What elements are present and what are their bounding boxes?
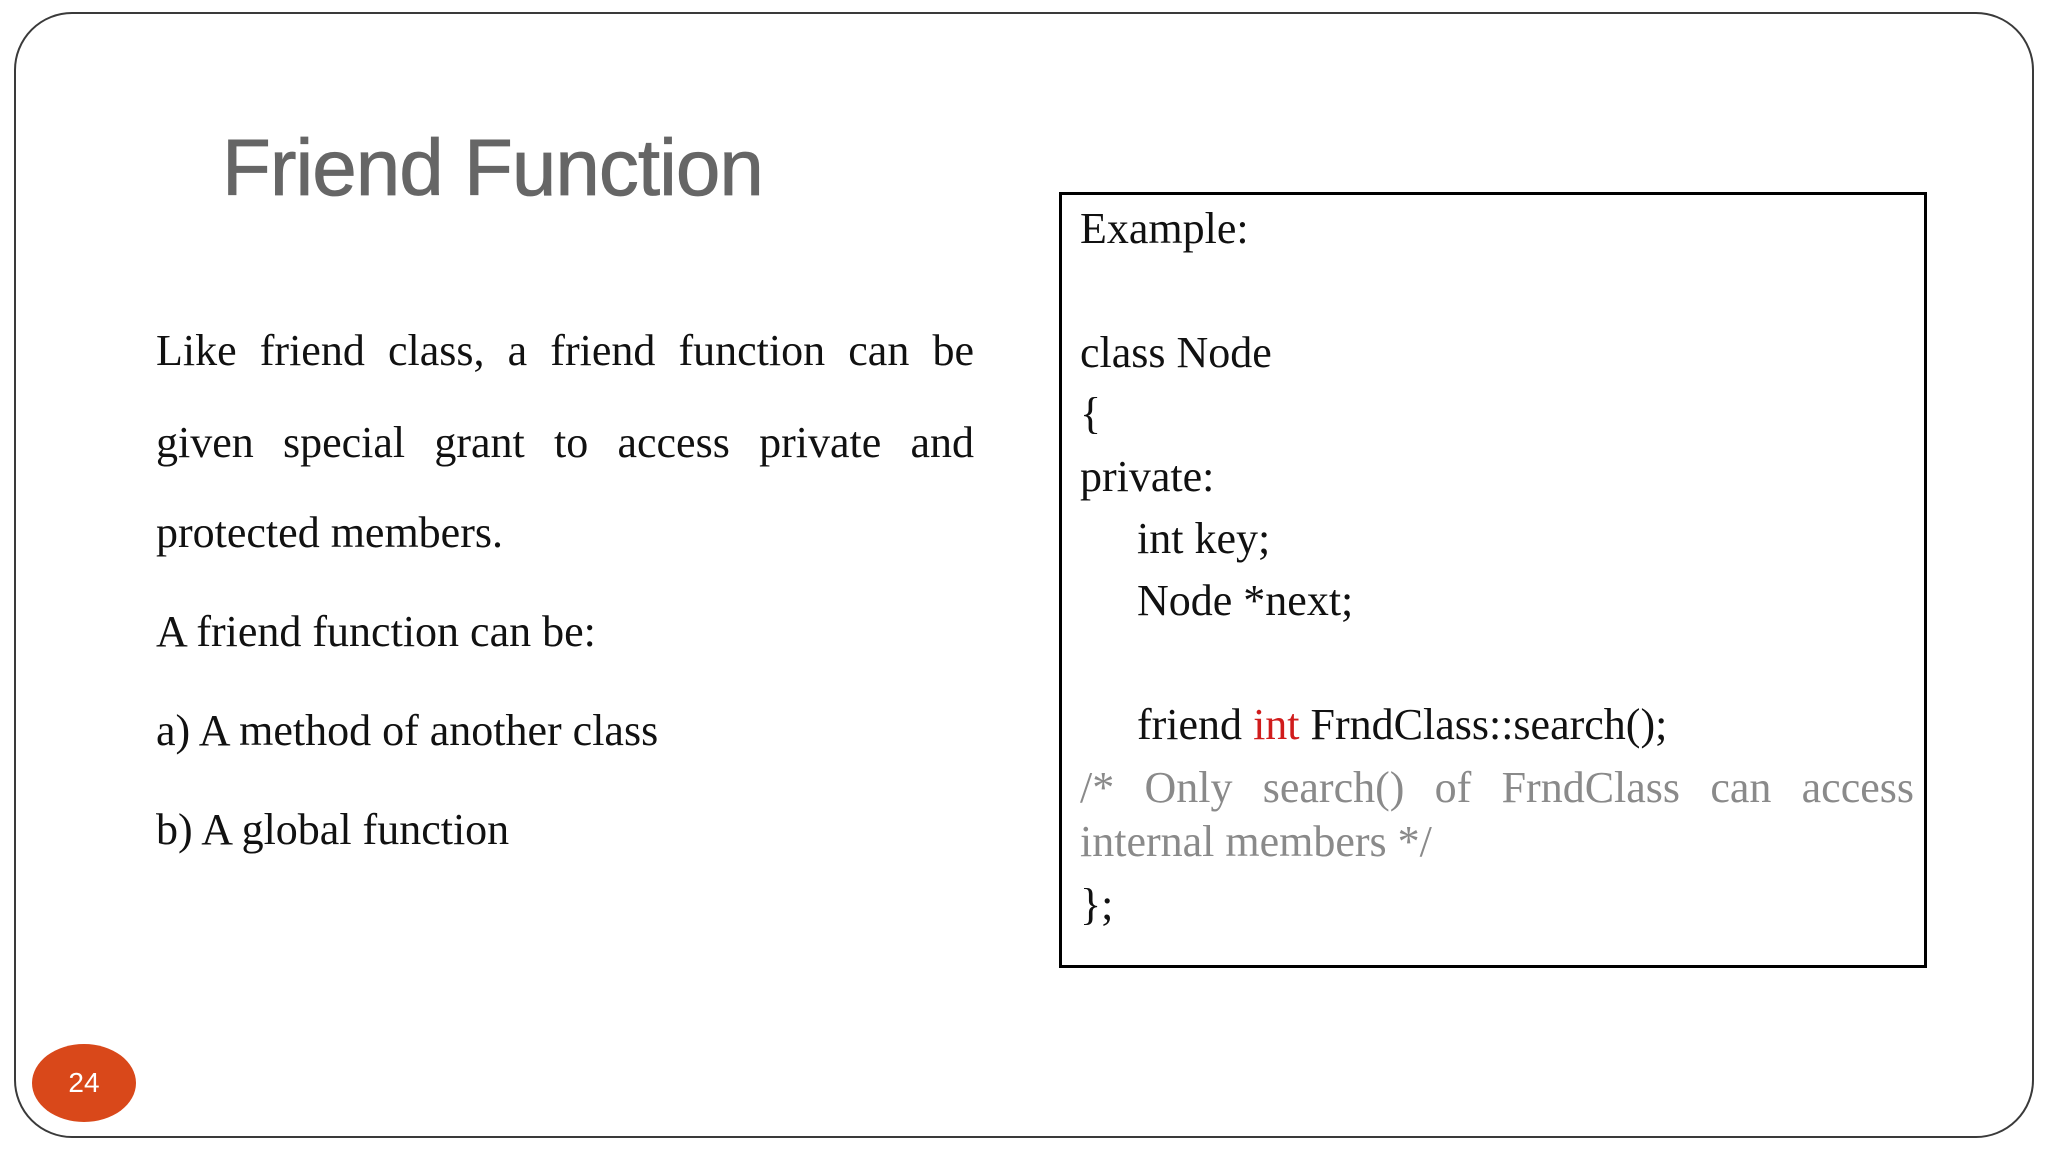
code-line-private: private: (1080, 452, 1215, 501)
slide-title: Friend Function (222, 123, 763, 212)
code-heading: Example: (1080, 204, 1249, 253)
paragraph-line-3: protected members. (156, 508, 503, 557)
code-line-int-key: int key; (1137, 514, 1271, 563)
paragraph-line-2: given special grant to access private and (156, 418, 974, 467)
intro-text: A friend function can be: (156, 607, 596, 656)
code-line-class: class Node (1080, 328, 1272, 377)
option-a: a) A method of another class (156, 706, 659, 755)
page-number-badge: 24 (32, 1044, 136, 1122)
int-keyword: int (1253, 700, 1300, 749)
code-line-open-brace: { (1080, 389, 1102, 438)
code-line-node-next: Node *next; (1137, 576, 1354, 625)
code-comment-line-1: /* Only search() of FrndClass can access (1080, 763, 1914, 812)
friend-prefix: friend (1137, 700, 1254, 749)
paragraph-line-1: Like friend class, a friend function can be (156, 326, 974, 375)
code-line-closing: }; (1080, 880, 1114, 929)
code-line-friend (1137, 700, 1668, 749)
friend-suffix: FrndClass::search(); (1299, 700, 1668, 749)
code-comment-line-2: internal members */ (1080, 817, 1432, 866)
option-b: b) A global function (156, 805, 510, 854)
code-example-box (1059, 192, 1927, 968)
